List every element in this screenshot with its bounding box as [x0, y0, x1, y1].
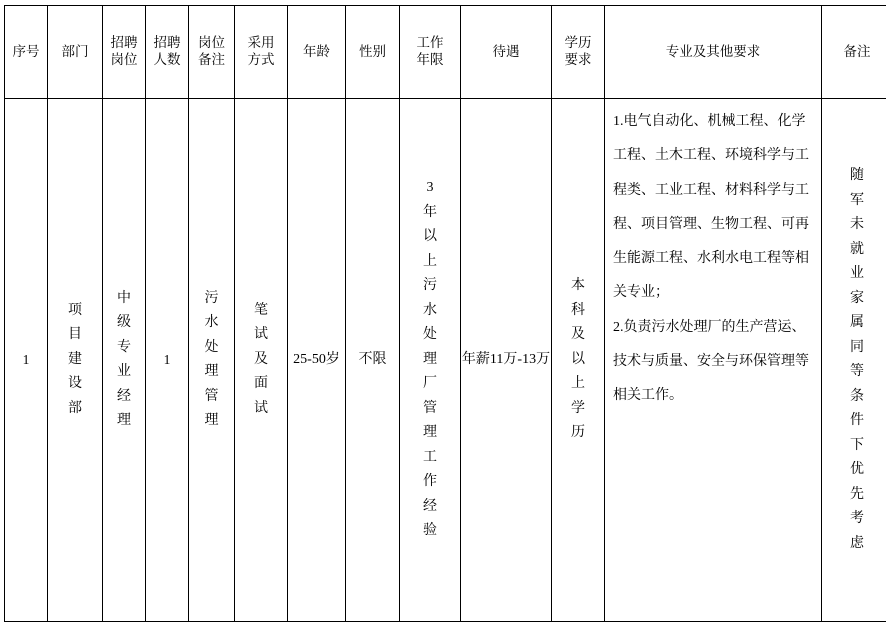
column-header-post	[103, 6, 146, 99]
column-header-requirements-label: 专业及其他要求	[605, 42, 821, 62]
cell-hire-method-value: 笔 试 及 面 试	[235, 299, 287, 422]
cell-post-value: 中 级 专 业 经 理	[103, 287, 145, 434]
column-header-hire-method-label: 采用 方式	[235, 35, 287, 69]
cell-department	[48, 99, 103, 622]
column-header-post-label: 招聘 岗位	[103, 35, 145, 69]
column-header-post-remark-label: 岗位 备注	[189, 35, 234, 69]
column-header-seq-label: 序号	[5, 44, 47, 61]
column-header-requirements	[605, 6, 822, 99]
cell-requirements	[605, 99, 822, 622]
column-header-education	[552, 6, 605, 99]
cell-education-value: 本 科 及 以 上 学 历	[552, 274, 604, 446]
cell-gender	[346, 99, 400, 622]
column-header-department-label: 部门	[48, 42, 102, 62]
column-header-remark-label: 备注	[822, 42, 886, 62]
column-header-post-remark	[189, 6, 235, 99]
table-header	[5, 6, 886, 99]
column-header-experience-label: 工作 年限	[400, 35, 460, 69]
column-header-seq	[5, 6, 48, 99]
column-header-education-label: 学历 要求	[552, 35, 604, 69]
cell-remark	[822, 99, 886, 622]
table-row	[5, 99, 886, 622]
column-header-hire-method	[235, 6, 288, 99]
column-header-age	[288, 6, 346, 99]
cell-post-remark-value: 污 水 处 理 管 理	[189, 287, 234, 434]
column-header-salary-label: 待遇	[461, 42, 551, 62]
column-header-experience	[400, 6, 461, 99]
cell-salary-value: 年薪11万-13万	[462, 352, 550, 367]
cell-gender-value: 不限	[359, 352, 387, 367]
recruitment-table	[4, 5, 886, 622]
cell-age	[288, 99, 346, 622]
cell-department-value: 项 目 建 设 部	[48, 299, 102, 422]
cell-experience	[400, 99, 461, 622]
cell-salary	[461, 99, 552, 622]
cell-age-value: 25-50岁	[293, 352, 340, 367]
column-header-remark	[822, 6, 886, 99]
column-header-department	[48, 6, 103, 99]
cell-experience-value: 3 年 以 上 污 水 处 理 厂 管 理 工 作 经 验	[400, 176, 460, 544]
cell-education	[552, 99, 605, 622]
cell-hire-method	[235, 99, 288, 622]
cell-post-remark	[189, 99, 235, 622]
table-body	[5, 99, 886, 622]
column-header-salary	[461, 6, 552, 99]
cell-requirements-value: 1.电气自动化、机械工程、化学工程、土木工程、环境科学与工程类、工业工程、材料科学与工程、项目管理、生物工程、可再生能源工程、水利水电工程等相关专业； 2.负责污水处理厂的生产营运、技术与质量、安全与环保管理等相关工作。	[605, 99, 821, 420]
header-row	[5, 6, 886, 99]
column-header-age-label: 年龄	[288, 42, 345, 62]
cell-post	[103, 99, 146, 622]
cell-seq: 1	[5, 99, 48, 622]
column-header-gender	[346, 6, 400, 99]
column-header-headcount	[146, 6, 189, 99]
column-header-headcount-label: 招聘 人数	[146, 35, 188, 69]
cell-remark-value: 随 军 未 就 业 家 属 同 等 条 件 下 优 先 考 虑	[822, 164, 886, 556]
document-page	[0, 5, 886, 636]
cell-headcount: 1	[146, 99, 189, 622]
column-header-gender-label: 性别	[346, 42, 399, 62]
